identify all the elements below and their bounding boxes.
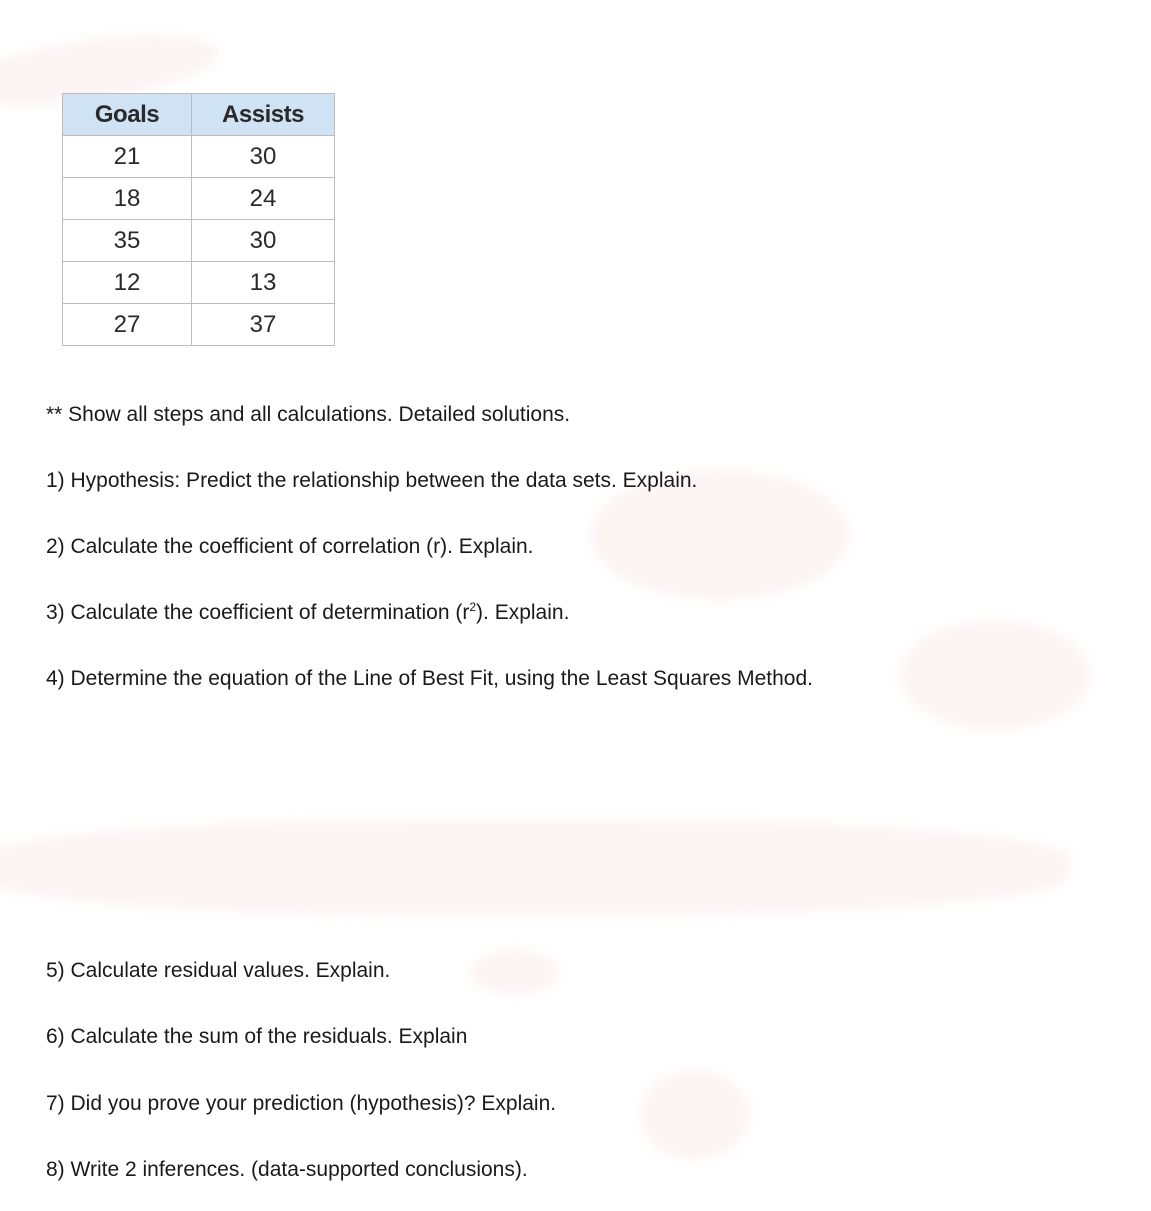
assists-cell: 30 [192, 136, 335, 178]
question-8: 8) Write 2 inferences. (data-supported conclusions). [46, 1158, 528, 1181]
background-smudge [470, 950, 560, 995]
background-smudge [0, 820, 1070, 915]
background-smudge [900, 620, 1090, 730]
table-row [63, 136, 335, 178]
goals-cell: 35 [63, 220, 192, 262]
table-header-row [63, 94, 335, 136]
goals-cell: 27 [63, 304, 192, 346]
assists-cell: 13 [192, 262, 335, 304]
question-1: 1) Hypothesis: Predict the relationship between the data sets. Explain. [46, 469, 698, 492]
question-7: 7) Did you prove your prediction (hypothesis)? Explain. [46, 1092, 557, 1115]
question-4: 4) Determine the equation of the Line of Best Fit, using the Least Squares Method. [46, 667, 813, 690]
goals-cell: 21 [63, 136, 192, 178]
background-smudge [640, 1070, 750, 1160]
table-row [63, 220, 335, 262]
assists-cell: 37 [192, 304, 335, 346]
table-row [63, 178, 335, 220]
table-row [63, 262, 335, 304]
goals-cell: 12 [63, 262, 192, 304]
question-3 [46, 601, 569, 625]
question-2: 2) Calculate the coefficient of correlation (r). Explain. [46, 535, 534, 558]
question-3-text: 3) Calculate the coefficient of determination (r [46, 601, 470, 624]
goals-cell: 18 [63, 178, 192, 220]
table-row [63, 304, 335, 346]
superscript-2: 2 [469, 600, 477, 614]
header-goals: Goals [63, 94, 192, 136]
assists-cell: 24 [192, 178, 335, 220]
header-assists: Assists [192, 94, 335, 136]
instructions-note: ** Show all steps and all calculations. Detailed solutions. [46, 403, 571, 426]
assists-cell: 30 [192, 220, 335, 262]
question-3-text-end: ). Explain. [476, 601, 570, 624]
question-5: 5) Calculate residual values. Explain. [46, 959, 391, 982]
question-6: 6) Calculate the sum of the residuals. Explain [46, 1025, 468, 1048]
goals-assists-table [62, 93, 335, 346]
